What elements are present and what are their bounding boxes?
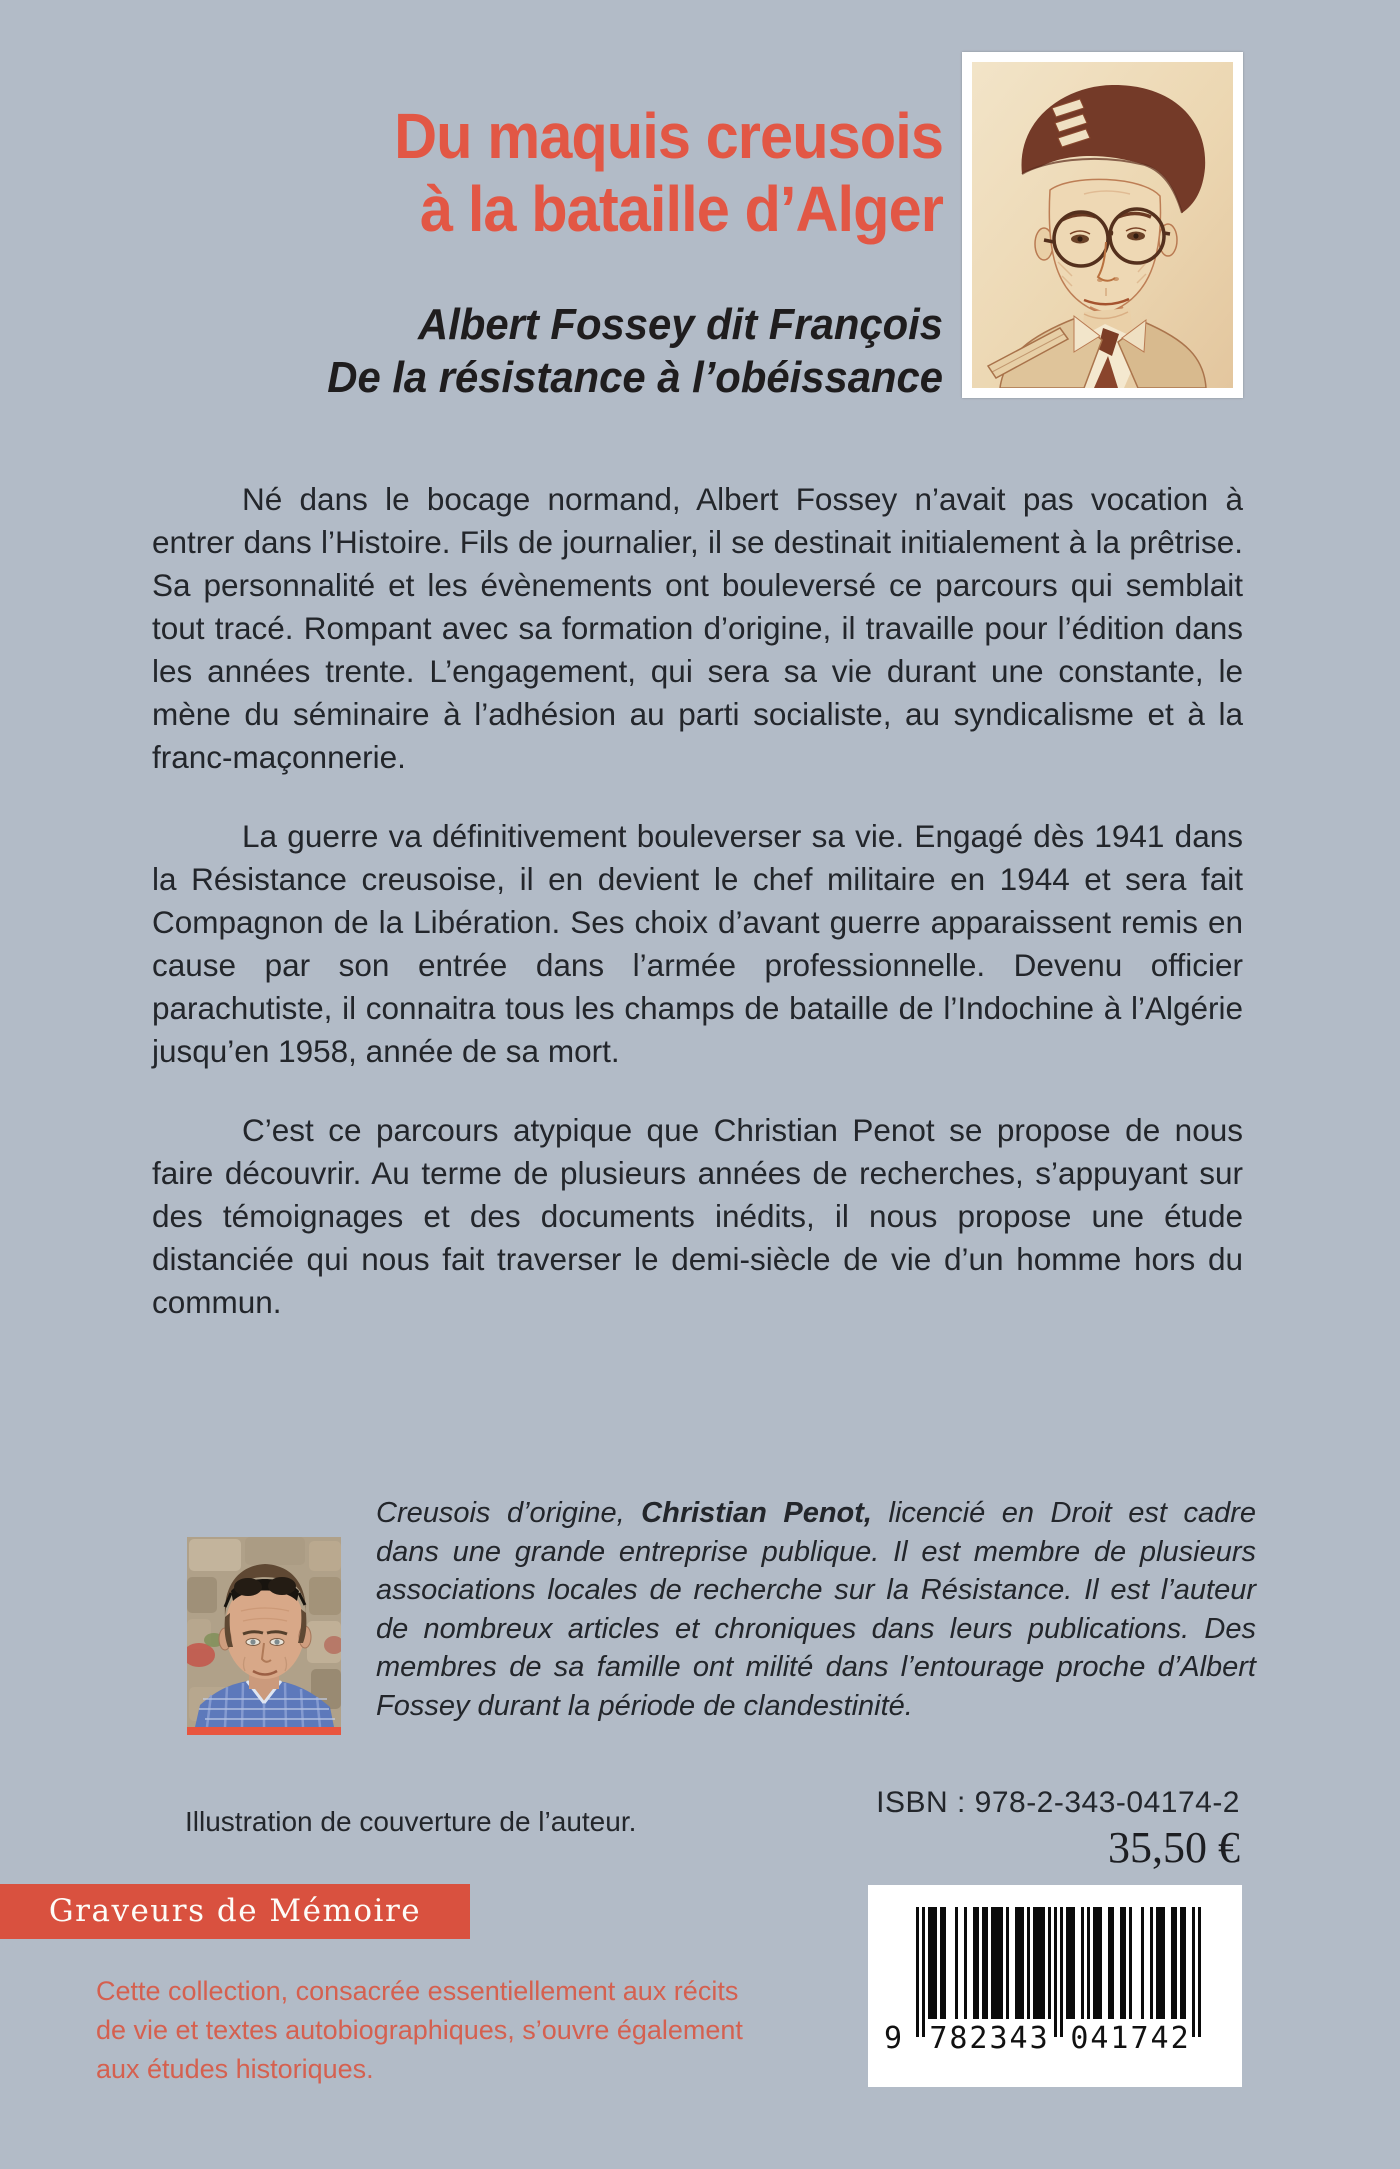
author-bio bbox=[376, 1494, 1256, 1725]
barcode-group-1: 782343 bbox=[929, 2021, 1050, 2056]
collection-banner: Graveurs de Mémoire bbox=[0, 1884, 470, 1939]
synopsis-paragraph-1: Né dans le bocage normand, Albert Fossey n’avait pas vocation à entrer dans l’Histoire. Fils de journalier, il se destinait initialement à la prêtrise. Sa personnalité et les évènements ont bouleversé ce parcours qui semblait tout tracé. Rompant avec sa formation d’origine, il travaille pour l’édition dans les années trente. L’engagement, qui sera sa vie durant une constante, le mène du séminaire à l’adhésion au parti socialiste, au syndicalisme et à la franc-maçonnerie. bbox=[152, 481, 1243, 775]
price-text: 35,50 € bbox=[1108, 1823, 1240, 1872]
book-subtitle bbox=[47, 298, 943, 404]
author-photo-image bbox=[187, 1537, 341, 1727]
synopsis bbox=[152, 478, 1243, 1360]
collection-note-line-2: de vie et textes autobiographiques, s’ouvre également bbox=[96, 2015, 743, 2045]
author-name: Christian Penot, bbox=[641, 1497, 872, 1529]
book-subtitle-line-1: Albert Fossey dit François bbox=[418, 300, 944, 349]
book-title-line-2: à la bataille d’Alger bbox=[420, 173, 943, 245]
collection-note bbox=[96, 1972, 743, 2089]
book-title bbox=[66, 100, 943, 246]
collection-note-line-1: Cette collection, consacrée essentiellement aux récits bbox=[96, 1976, 739, 2006]
bio-lead: Creusois d’origine, bbox=[376, 1497, 642, 1529]
bio-rest: licencié en Droit est cadre dans une grande entreprise publique. Il est membre de plusieurs associations locales de recherche sur la Résistance. Il est l’auteur de nombreux articles et chroniques dans leurs publications. Des membres de sa famille ont milité dans l’entourage proche d’Albert Fossey durant la période de clandestinité. bbox=[376, 1497, 1257, 1722]
synopsis-paragraph-3: C’est ce parcours atypique que Christian Penot se propose de nous faire découvrir. Au terme de plusieurs années de recherches, s’appuyant sur des témoignages et des documents inédits, il nous propose une étude distanciée qui nous fait traverser le demi-siècle de vie d’un homme hors du commun. bbox=[152, 1112, 1243, 1320]
portrait-sketch-image bbox=[972, 62, 1233, 388]
book-subtitle-line-2: De la résistance à l’obéissance bbox=[327, 353, 943, 402]
albert-fossey-portrait-drawing bbox=[962, 52, 1243, 398]
barcode-first-digit: 9 bbox=[884, 2021, 903, 2056]
synopsis-paragraph-2: La guerre va définitivement bouleverser sa vie. Engagé dès 1941 dans la Résistance creusoise, il en devient le chef militaire en 1944 et sera fait Compagnon de la Libération. Ses choix d’avant guerre apparaissent remis en cause par son entrée dans l’armée professionnelle. Devenu officier parachutiste, il connaitra tous les champs de bataille de l’Indochine à l’Algérie jusqu’en 1958, année de sa mort. bbox=[152, 818, 1243, 1069]
book-title-line-1: Du maquis creusois bbox=[394, 100, 944, 172]
illustration-credit: Illustration de couverture de l’auteur. bbox=[185, 1806, 637, 1837]
barcode-group-2: 041742 bbox=[1070, 2021, 1191, 2056]
collection-note-line-3: aux études historiques. bbox=[96, 2054, 374, 2084]
isbn-text: ISBN : 978-2-343-04174-2 bbox=[876, 1786, 1240, 1819]
barcode bbox=[868, 1885, 1242, 2087]
author-photo bbox=[187, 1537, 341, 1735]
